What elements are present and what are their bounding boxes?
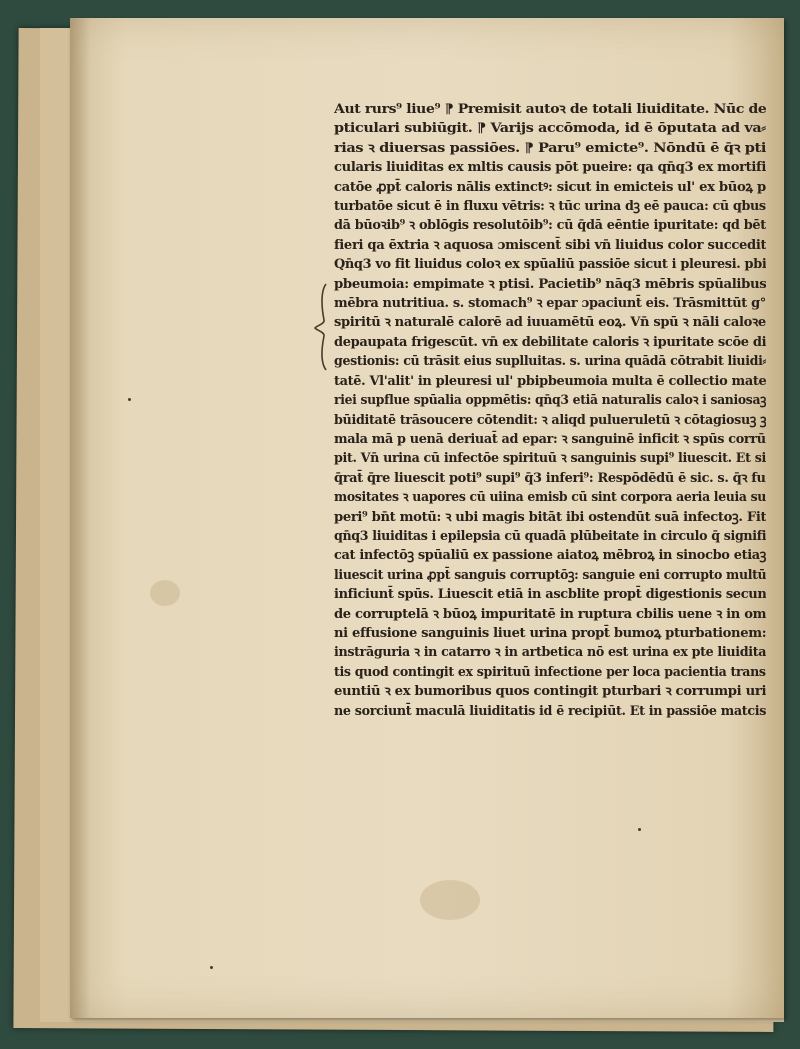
paper-speck <box>638 828 641 831</box>
text-line: de corruptelā ꝛ būoꝝ impuritatē in ruptura cbilis uene ꝛ in om <box>334 606 766 622</box>
text-line: q̄rat̄ q̄re liuescit poti⁹ supi⁹ q̄3 inferi⁹: Respōdēdū ē sic. s. q̄ꝛ fu <box>334 470 766 486</box>
text-line: mēbra nutritiua. s. stomach⁹ ꝛ epar ɔpaciunt̄ eis. Trāsmittūt g° <box>334 296 766 312</box>
text-line: pticulari subiūgit. ⁋ Varijs accōmoda, id ē ōputata ad va⸗ <box>334 121 766 137</box>
text-line: gestionis: cū trāsit eius suplluitas. s. urina quādā cōtrabit liuidi⸗ <box>334 354 766 370</box>
text-line: Qn̄q3 vo fit liuidus coloꝛ ex spūaliū passiōe sicut i pleuresi. pbi <box>334 257 766 273</box>
text-line: dā būoꝛib⁹ ꝛ oblōgis resolutōib⁹: cū q̄dā eēntie ipuritate: qd bēt <box>334 218 766 234</box>
text-line: depaupata frigescūt. vn̄ ex debilitate caloris ꝛ ipuritate scōe di <box>334 334 766 350</box>
text-line: rias ꝛ diuersas passiōes. ⁋ Paru⁹ emicte⁹. Nōndū ē q̄ꝛ pti <box>334 140 766 156</box>
paper-speck <box>128 398 131 401</box>
text-line: cularis liuiditas ex mltis causis pōt pueire: qa qn̄q3 ex mortifi <box>334 160 766 176</box>
text-line: liuescit urina ꝓpt̄ sanguis corruptōꝫ: sanguie eni corrupto multū <box>334 567 766 583</box>
text-line: tis quod contingit ex spirituū infectione per loca pacientia trans <box>334 664 766 680</box>
text-line: būiditatē trāsoucere cōtendit: ꝛ aliqd pulueruletū ꝛ cōtagiosuꝫ ꝫ <box>334 412 766 428</box>
text-line: turbatōe sicut ē in fluxu vētris: ꝛ tūc urina dꝫ eē pauca: cū qbus <box>334 199 766 215</box>
text-line: pbeumoia: empimate ꝛ ptisi. Pacietib⁹ nāq3 mēbris spūalibus <box>334 276 766 292</box>
text-line: ni effusione sanguinis liuet urina propt̄ bumoꝝ pturbationem: <box>334 625 766 641</box>
text-line: euntiū ꝛ ex bumoribus quos contingit pturbari ꝛ corrumpi uri <box>334 684 766 700</box>
text-line: fieri qa ēxtria ꝛ aquosa ɔmiscent̄ sibi vn̄ liuidus color succedit <box>334 237 766 253</box>
text-line: cat infectōꝫ spūaliū ex passione aiatoꝝ mēbroꝝ in sinocbo etiaꝫ <box>334 548 766 564</box>
text-line: riei supflue spūalia oppmētis: qn̄q3 etiā naturalis caloꝛ i saniosaꝫ <box>334 393 766 409</box>
text-column <box>334 100 770 721</box>
text-line: catōe ꝓpt̄ caloris nālis extinctꝰ: sicut in emicteis ul' ex būoꝝ p <box>334 179 766 195</box>
text-line: instrāguria ꝛ in catarro ꝛ in artbetica nō est urina ex pte liuidita <box>334 645 766 661</box>
text-line: peri⁹ bn̄t motū: ꝛ ubi magis bitāt ibi ostendūt suā infectoꝫ. Fit <box>334 509 766 525</box>
text-line: ne sorciunt̄ maculā liuiditatis id ē recipiūt. Et in passiōe matcis <box>334 703 766 719</box>
text-line: Aut rurs⁹ liue⁹ ⁋ Premisit autoꝛ de totali liuiditate. Nūc de <box>334 102 766 117</box>
paper-stain <box>150 580 180 606</box>
paper-speck <box>210 966 213 969</box>
text-line: mala mā p uenā deriuat̄ ad epar: ꝛ sanguinē inficit ꝛ spūs corrū <box>334 431 766 447</box>
text-line: qn̄q3 liuiditas i epilepsia cū quadā plūbeitate in circulo q̄ signifi <box>334 528 766 544</box>
text-line: inficiunt̄ spūs. Liuescit etiā in ascblite propt̄ digestionis secun <box>334 587 766 603</box>
text-line: mositates ꝛ uapores cū uiina emisb cū sint corpora aeria leuia su <box>334 490 766 506</box>
marginal-bracket-mark <box>312 282 334 372</box>
text-line: tatē. Vl'alit' in pleuresi ul' pbipbeumoia multa ē collectio mate <box>334 373 766 389</box>
text-line: spiritū ꝛ naturalē calorē ad iuuamētū eoꝝ. Vn̄ spū ꝛ nāli caloꝛe <box>334 315 766 331</box>
text-line: pit. Vn̄ urina cū infectōe spirituū ꝛ sanguinis supi⁹ liuescit. Et si <box>334 451 766 467</box>
paper-stain <box>420 880 480 920</box>
page-gutter <box>70 18 90 1018</box>
